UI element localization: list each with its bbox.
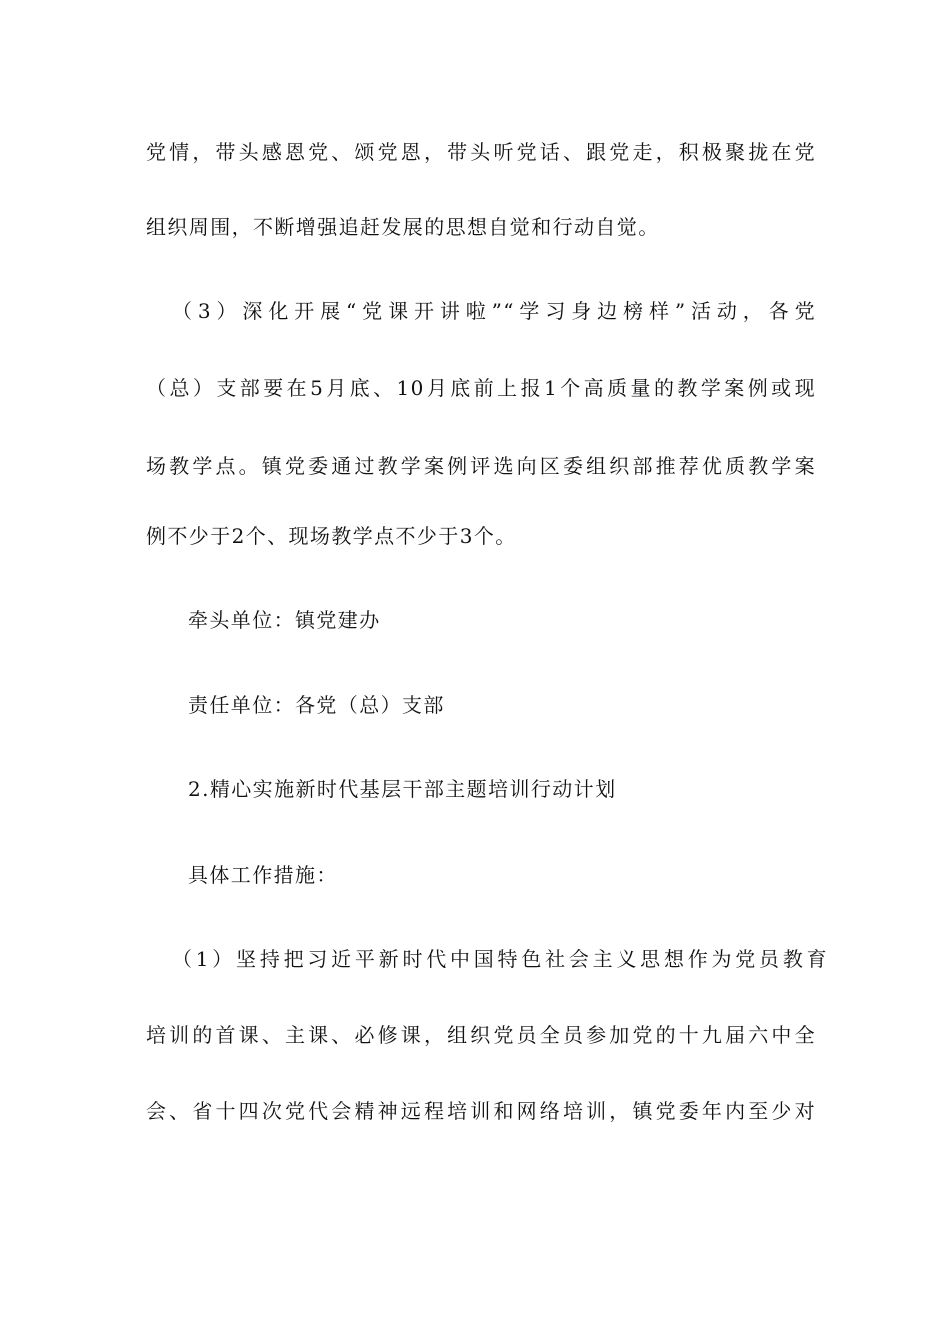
body-text-line: 党情，带头感恩党、颂党恩，带头听党话、跟党走，积极聚拢在党	[146, 140, 816, 164]
body-text-line: 培训的首课、主课、必修课，组织党员全员参加党的十九届六中全	[146, 1023, 816, 1047]
responsible-unit-label: 责任单位：各党（总）支部	[188, 693, 445, 717]
body-text-line: （总）支部要在5月底、10月底前上报1个高质量的教学案例或现	[146, 376, 816, 400]
lead-unit-label: 牵头单位：镇党建办	[188, 608, 381, 632]
paragraph-item-1: （1）坚持把习近平新时代中国特色社会主义思想作为党员教育	[172, 947, 828, 971]
body-text-line: 场教学点。镇党委通过教学案例评选向区委组织部推荐优质教学案	[146, 454, 816, 478]
section-heading: 2.精心实施新时代基层干部主题培训行动计划	[188, 777, 617, 801]
measures-heading: 具体工作措施：	[188, 863, 338, 887]
body-text-line: 例不少于2个、现场教学点不少于3个。	[146, 524, 517, 548]
body-text-line: 组织周围，不断增强追赶发展的思想自觉和行动自觉。	[146, 215, 660, 239]
paragraph-item-3: （3）深化开展“党课开讲啦”“学习身边榜样”活动，各党	[172, 299, 816, 323]
body-text-line: 会、省十四次党代会精神远程培训和网络培训，镇党委年内至少对	[146, 1099, 816, 1123]
